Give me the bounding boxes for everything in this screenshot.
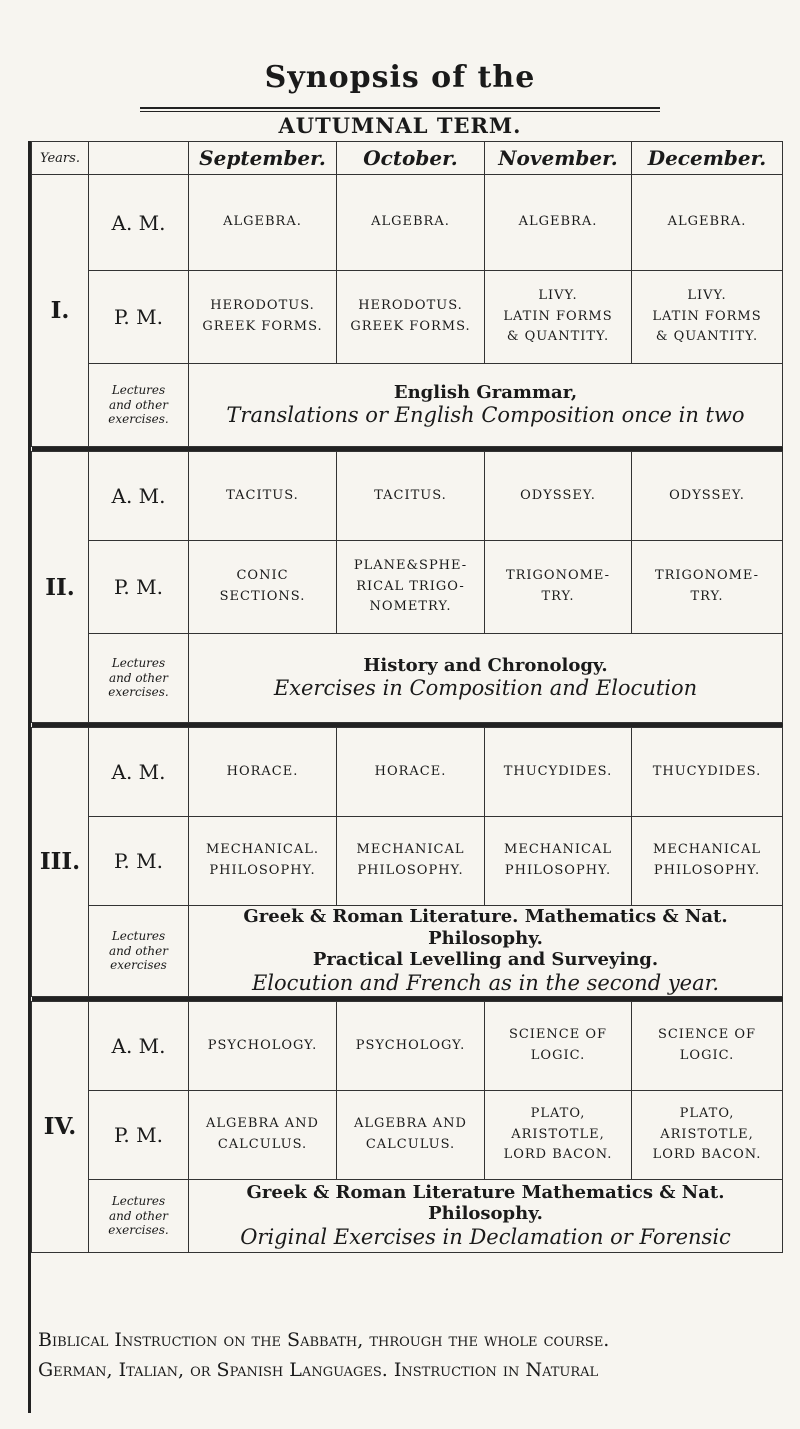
month-header: October. — [337, 142, 485, 175]
pm-cell: HERODOTUS. GREEK FORMS. — [337, 271, 485, 364]
lectures-line-1: English Grammar, — [393, 381, 578, 403]
lectures-content — [189, 906, 783, 997]
pm-cell: PLATO, ARISTOTLE, LORD BACON. — [632, 1090, 783, 1179]
page-title: Synopsis of the — [264, 60, 536, 95]
pm-cell: MECHANICAL. PHILOSOPHY. — [189, 817, 337, 906]
year-lectures-row — [32, 634, 783, 723]
pm-cell: MECHANICAL PHILOSOPHY. — [632, 817, 783, 906]
lectures-content — [189, 364, 783, 447]
month-header: December. — [632, 142, 783, 175]
year-pm-row — [32, 541, 783, 634]
am-cell: ALGEBRA. — [189, 175, 337, 271]
lectures-label: Lectures and other exercises. — [89, 1179, 189, 1252]
am-label: A. M. — [89, 728, 189, 817]
title-rule-thick — [140, 107, 660, 109]
year-numeral: II. — [32, 452, 89, 723]
am-cell: ALGEBRA. — [632, 175, 783, 271]
year-pm-row — [32, 1090, 783, 1179]
am-cell: THUCYDIDES. — [632, 728, 783, 817]
pm-cell: TRIGONOME- TRY. — [485, 541, 632, 634]
header-row — [32, 142, 783, 175]
pm-cell: MECHANICAL PHILOSOPHY. — [337, 817, 485, 906]
month-header: September. — [189, 142, 337, 175]
lectures-line-1: History and Chronology. — [363, 654, 608, 676]
am-cell: TACITUS. — [189, 452, 337, 541]
lectures-line-1: Greek & Roman Literature. Mathematics & Nat. Philosophy. — [243, 906, 728, 949]
lectures-line-2: Exercises in Composition and Elocution — [273, 676, 698, 701]
year-am-row — [32, 175, 783, 271]
year-am-row — [32, 728, 783, 817]
am-cell: ALGEBRA. — [485, 175, 632, 271]
pm-cell: LIVY. LATIN FORMS & QUANTITY. — [632, 271, 783, 364]
footer-line: Biblical Instruction on the Sabbath, through the whole course. — [38, 1329, 610, 1351]
am-cell: HORACE. — [189, 728, 337, 817]
page-subtitle: AUTUMNAL TERM. — [278, 113, 522, 138]
pm-cell: PLATO, ARISTOTLE, LORD BACON. — [485, 1090, 632, 1179]
pm-label: P. M. — [89, 271, 189, 364]
pm-cell: LIVY. LATIN FORMS & QUANTITY. — [485, 271, 632, 364]
year-lectures-row — [32, 1179, 783, 1252]
year-numeral: IV. — [32, 1001, 89, 1252]
am-label: A. M. — [89, 175, 189, 271]
pm-cell: ALGEBRA AND CALCULUS. — [337, 1090, 485, 1179]
year-lectures-row — [32, 364, 783, 447]
years-header: Years. — [32, 142, 89, 175]
lectures-label: Lectures and other exercises. — [89, 634, 189, 723]
year-am-row — [32, 452, 783, 541]
pm-cell: CONIC SECTIONS. — [189, 541, 337, 634]
lectures-label: Lectures and other exercises. — [89, 364, 189, 447]
year-numeral: III. — [32, 728, 89, 997]
am-cell: PSYCHOLOGY. — [189, 1001, 337, 1090]
year-am-row — [32, 1001, 783, 1090]
am-label: A. M. — [89, 1001, 189, 1090]
lectures-line-2: Elocution and French as in the second year. — [251, 970, 720, 995]
pm-cell: HERODOTUS. GREEK FORMS. — [189, 271, 337, 364]
am-cell: PSYCHOLOGY. — [337, 1001, 485, 1090]
lectures-line-1: Greek & Roman Literature Mathematics & Nat. Philosophy. — [246, 1181, 725, 1225]
am-cell: HORACE. — [337, 728, 485, 817]
pm-cell: PLANE&SPHE- RICAL TRIGO- NOMETRY. — [337, 541, 485, 634]
pm-label: P. M. — [89, 541, 189, 634]
month-header: November. — [485, 142, 632, 175]
blank-header — [89, 142, 189, 175]
lectures-line-1b: Practical Levelling and Surveying. — [312, 949, 659, 971]
footer-line: German, Italian, or Spanish Languages. Instruction in Natural — [38, 1359, 599, 1382]
year-pm-row — [32, 271, 783, 364]
am-cell: THUCYDIDES. — [485, 728, 632, 817]
lectures-line-2: Translations or English Composition once in two — [226, 403, 745, 428]
pm-cell: ALGEBRA AND CALCULUS. — [189, 1090, 337, 1179]
lectures-content — [189, 634, 783, 723]
am-cell: ODYSSEY. — [632, 452, 783, 541]
am-cell: ODYSSEY. — [485, 452, 632, 541]
pm-label: P. M. — [89, 1090, 189, 1179]
schedule-table — [31, 141, 783, 1253]
am-cell: TACITUS. — [337, 452, 485, 541]
am-cell: ALGEBRA. — [337, 175, 485, 271]
footer-notes — [38, 1325, 778, 1386]
lectures-content — [189, 1179, 783, 1252]
year-numeral: I. — [32, 175, 89, 447]
year-lectures-row — [32, 906, 783, 997]
pm-label: P. M. — [89, 817, 189, 906]
am-cell: SCIENCE OF LOGIC. — [632, 1001, 783, 1090]
pm-cell: MECHANICAL PHILOSOPHY. — [485, 817, 632, 906]
am-cell: SCIENCE OF LOGIC. — [485, 1001, 632, 1090]
title-rule-thin — [140, 111, 660, 112]
lectures-label: Lectures and other exercises — [89, 906, 189, 997]
lectures-line-2: Original Exercises in Declamation or Forensic — [240, 1224, 731, 1249]
pm-cell: TRIGONOME- TRY. — [632, 541, 783, 634]
am-label: A. M. — [89, 452, 189, 541]
year-pm-row — [32, 817, 783, 906]
